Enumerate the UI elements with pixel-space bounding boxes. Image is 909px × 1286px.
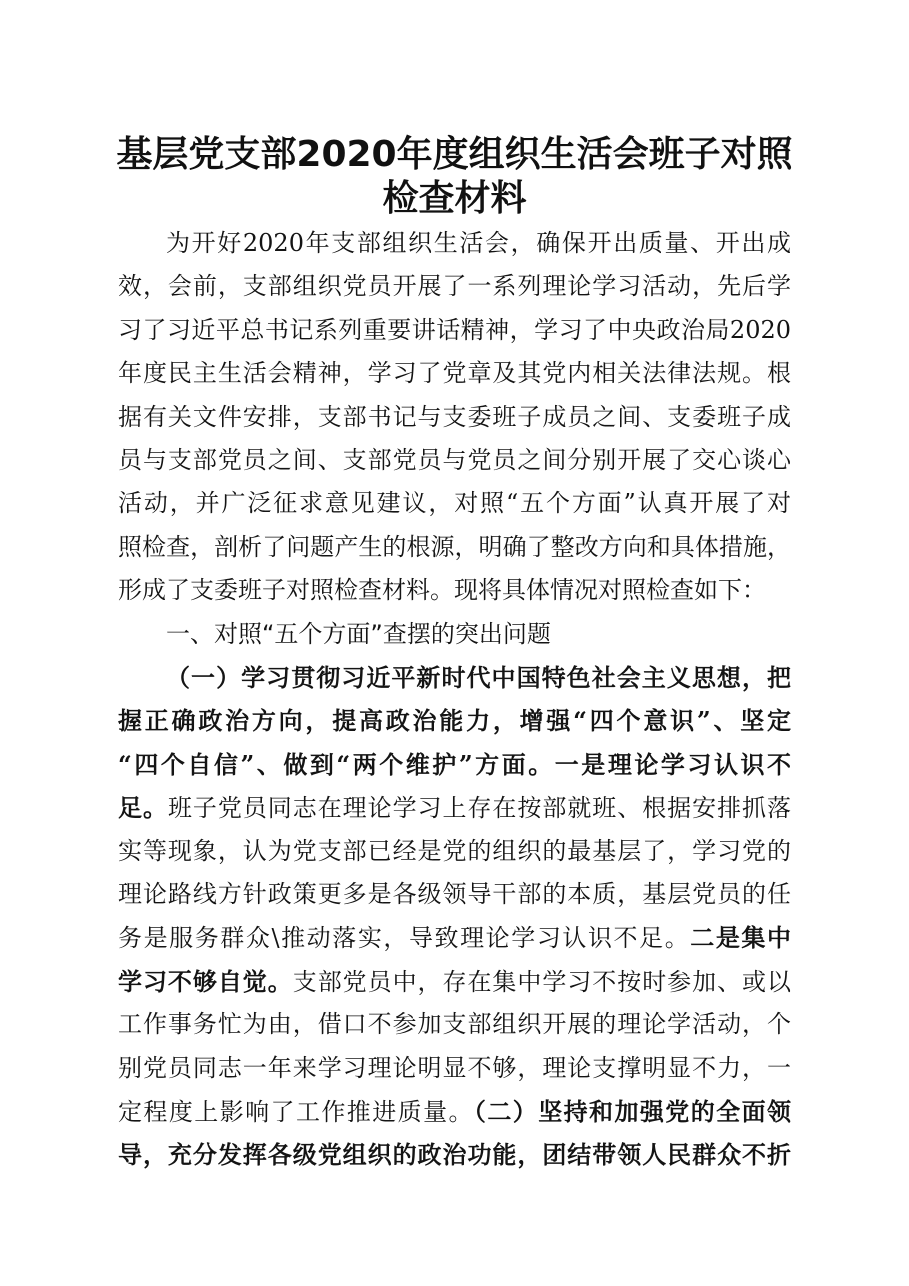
body-text-line	[118, 960, 791, 1003]
bold-text-segment: 足。	[118, 793, 168, 822]
body-text-line	[118, 1003, 791, 1046]
text-segment: 务是服务群众\推动落实，导致理论学习认识不足。	[118, 924, 691, 952]
body-text-line	[118, 830, 791, 873]
bold-text-segment: （一）学习贯彻习近平新时代中国特色社会主义思想，把	[166, 663, 791, 692]
body-text-line	[166, 222, 791, 265]
text-segment: 为开好2020年支部组织生活会，确保开出质量、开出成	[166, 229, 791, 257]
text-segment: 班子党员同志在理论学习上存在按部就班、根据安排抓落	[167, 794, 792, 822]
body-text-line	[118, 396, 791, 439]
bold-text-segment: 学习不够自觉。	[118, 967, 293, 996]
bold-text-segment: “四个自信”、做到“两个维护”方面。一是理论学习认识不	[118, 750, 791, 779]
body-text-line	[118, 1047, 791, 1090]
body-text-line	[118, 309, 791, 352]
text-segment: 一、对照“五个方面”查摆的突出问题	[166, 620, 551, 648]
body-text-line	[118, 439, 791, 482]
body-text-line	[118, 1133, 791, 1176]
body-text-line	[118, 352, 791, 395]
document-title-line-2: 检查材料	[382, 178, 527, 219]
text-segment: 效，会前，支部组织党员开展了一系列理论学习活动，先后学	[118, 272, 791, 300]
body-text-line	[118, 569, 791, 612]
text-segment: 实等现象，认为党支部已经是党的组织的最基层了，学习党的	[118, 837, 791, 865]
text-segment: 照检查，剖析了问题产生的根源，明确了整改方向和具体措施，	[118, 533, 791, 561]
body-text-line	[166, 656, 791, 699]
text-segment: 别党员同志一年来学习理论明显不够，理论支撑明显不力，一	[118, 1054, 791, 1082]
text-segment: 据有关文件安排，支部书记与支委班子成员之间、支委班子成	[118, 403, 791, 431]
text-segment: 年度民主生活会精神，学习了党章及其党内相关法律法规。根	[118, 359, 791, 387]
body-text-line	[118, 916, 791, 959]
text-segment: 活动，并广泛征求意见建议，对照“五个方面”认真开展了对	[118, 489, 791, 517]
body-text-line	[118, 786, 791, 829]
bold-text-segment: 导，充分发挥各级党组织的政治功能，团结带领人民群众不折	[118, 1140, 791, 1169]
text-segment: 工作事务忙为由，借口不参加支部组织开展的理论学活动，个	[118, 1010, 791, 1038]
text-segment: 形成了支委班子对照检查材料。现将具体情况对照检查如下：	[118, 576, 766, 604]
bold-text-segment: 二是集中	[690, 923, 792, 952]
document-title-line-1: 基层党支部2020年度组织生活会班子对照	[116, 134, 793, 175]
body-text-line	[118, 743, 791, 786]
body-text-line	[118, 873, 791, 916]
body-text-line	[118, 526, 791, 569]
body-text-line	[118, 265, 791, 308]
text-segment: 支部党员中，存在集中学习不按时参加、或以	[292, 968, 792, 996]
body-text-line	[118, 482, 791, 525]
body-text-line	[118, 1090, 791, 1133]
body-text-line	[118, 699, 791, 742]
section-heading	[166, 613, 791, 656]
text-segment: 定程度上影响了工作推进质量。	[118, 1098, 474, 1126]
text-segment: 理论路线方针政策更多是各级领导干部的本质，基层党员的任	[118, 880, 791, 908]
text-segment: 员与支部党员之间、支部党员与党员之间分别开展了交心谈心	[118, 446, 791, 474]
bold-text-segment: （二）坚持和加强党的全面领	[473, 1097, 791, 1126]
text-segment: 习了习近平总书记系列重要讲话精神，学习了中央政治局2020	[118, 316, 791, 344]
bold-text-segment: 握正确政治方向，提高政治能力，增强“四个意识”、坚定	[118, 706, 791, 735]
